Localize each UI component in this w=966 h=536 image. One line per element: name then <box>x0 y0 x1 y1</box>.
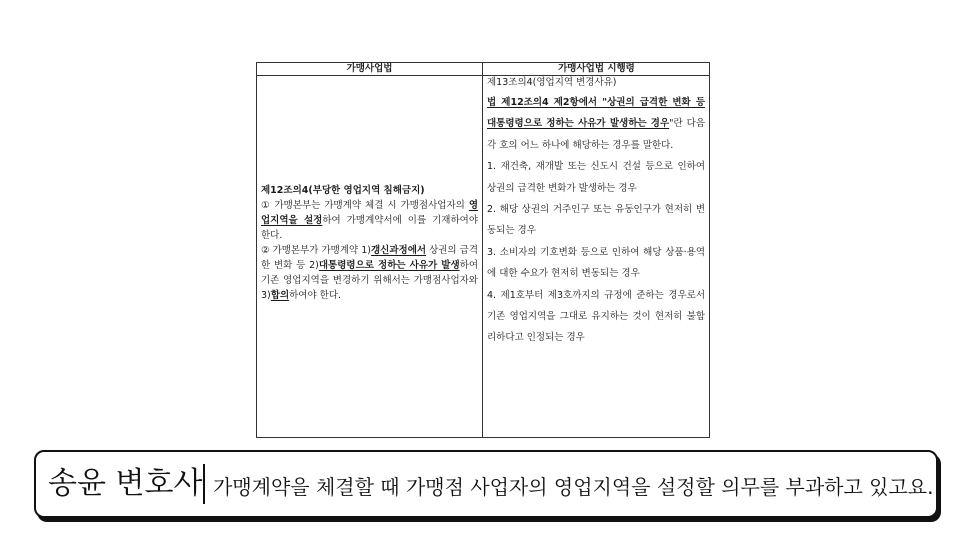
right-column-body <box>487 77 705 349</box>
decree-item-1: 1. 재건축, 재개발 또는 신도시 건설 등으로 인하여 상권의 급격한 변화가 발생하는 경우 <box>487 161 705 194</box>
decree-item-2: 2. 해당 상권의 거주인구 또는 유동인구가 현저히 변동되는 경우 <box>487 204 705 237</box>
left-column-header: 가맹사업법 <box>346 63 393 74</box>
decree-intro: 법 제12조의4 제2항에서 "상권의 급격한 변화 등 대통령령으로 정하는 사유가 발생하는 경우"란 다음 각 호의 어느 하나에 해당하는 경우를 말한다. <box>487 97 706 151</box>
article-paragraph-2: ② 가맹본부가 가맹계약 1)갱신과정에서 상권의 급격한 변화 등 2)대통령령으로 정하는 사유가 발생하여 기존 영업지역을 변경하기 위해서는 가맹점사업자와 3)합의하여야 한다. <box>261 245 478 301</box>
article-title: 제12조의4(부당한 영업지역 침해금지) <box>261 185 425 196</box>
subtitle-caption: 가맹계약을 체결할 때 가맹점 사업자의 영업지역을 설정할 의무를 부과하고 있고요. <box>213 475 934 499</box>
decree-title: 제13조의4(영업지역 변경사유) <box>487 77 617 88</box>
speaker-divider <box>203 464 205 504</box>
speaker-name: 송윤 변호사 <box>48 466 203 501</box>
subtitle-banner <box>34 450 938 518</box>
header-divider <box>257 75 709 76</box>
decree-item-4: 4. 제1호부터 제3호까지의 규정에 준하는 경우로서 기존 영업지역을 그대로 유지하는 것이 현저히 불합리하다고 인정되는 경우 <box>487 289 705 344</box>
article-paragraph-1: ① 가맹본부는 가맹계약 체결 시 가맹점사업자의 영업지역을 설정하여 가맹계약서에 이를 기재하여야 한다. <box>261 200 479 241</box>
right-column-header: 가맹사업법 시행령 <box>558 63 635 74</box>
law-comparison-table <box>256 62 710 438</box>
left-column-body <box>261 183 478 303</box>
column-divider <box>482 63 483 437</box>
decree-item-3: 3. 소비자의 기호변화 등으로 인하여 해당 상품·용역에 대한 수요가 현저히 변동되는 경우 <box>487 246 705 280</box>
